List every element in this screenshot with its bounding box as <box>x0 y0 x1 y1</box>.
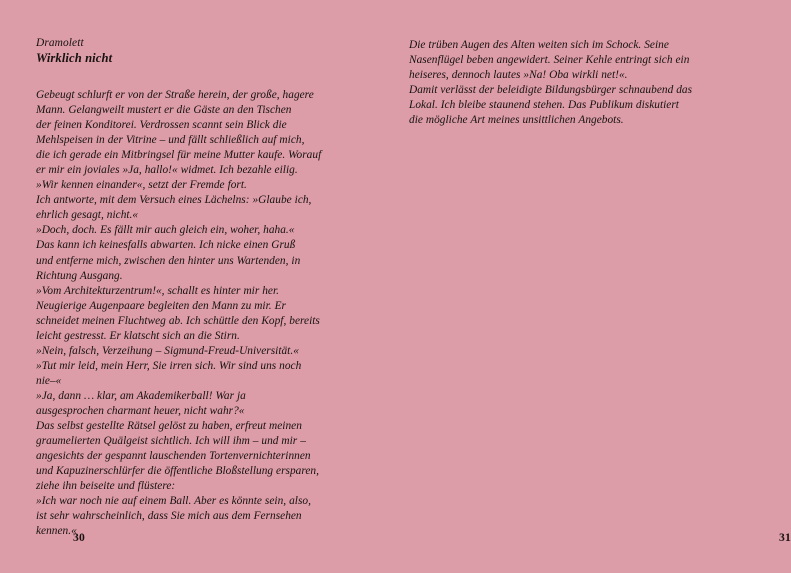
left-page-body <box>36 88 344 539</box>
text-line: Nasenflügel beben angewidert. Seiner Kehle entringt sich ein <box>409 54 690 67</box>
text-line: Mehlspeisen in der Vitrine – und fällt schließlich auf mich, <box>36 134 305 147</box>
text-line: ehrlich gesagt, nicht.« <box>36 209 139 222</box>
text-line: Lokal. Ich bleibe staunend stehen. Das Publikum diskutiert <box>409 99 679 112</box>
text-line: leicht gestresst. Er klatscht sich an die Stirn. <box>36 329 240 342</box>
text-line: und Kapuzinerschlürfer die öffentliche Bloßstellung ersparen, <box>36 465 319 478</box>
text-line: er mir ein joviales »Ja, hallo!« widmet. Ich bezahle eilig. <box>36 164 298 177</box>
text-line: Damit verlässt der beleidigte Bildungsbürger schnaubend das <box>409 84 693 97</box>
text-line: »Ja, dann … klar, am Akademikerball! War ja <box>36 389 246 402</box>
folio-right: 31 <box>779 531 791 544</box>
text-line: Mann. Gelangweilt mustert er die Gäste an den Tischen <box>36 104 292 117</box>
text-line: graumelierten Quälgeist sichtlich. Ich will ihm – und mir – <box>36 435 306 448</box>
text-line: Das kann ich keinesfalls abwarten. Ich nicke einen Gruß <box>36 239 296 252</box>
text-line: kennen.« <box>36 525 77 538</box>
text-line: Die trüben Augen des Alten weiten sich im Schock. Seine <box>409 39 669 51</box>
text-line: ist sehr wahrscheinlich, dass Sie mich aus dem Fernsehen <box>36 510 302 523</box>
text-line: Das selbst gestellte Rätsel gelöst zu haben, erfreut meinen <box>36 420 302 433</box>
text-line: »Wir kennen einander«, setzt der Fremde fort. <box>36 179 247 192</box>
text-line: Gebeugt schlurft er von der Straße herein, der große, hagere <box>36 89 314 101</box>
text-line: und entferne mich, zwischen den hinter uns Wartenden, in <box>36 254 301 267</box>
text-line: »Tut mir leid, mein Herr, Sie irren sich. Wir sind uns noch <box>36 359 302 372</box>
page-right <box>360 0 791 573</box>
chapter-heading <box>36 36 344 66</box>
text-line: schneidet meinen Fluchtweg ab. Ich schüttle den Kopf, bereits <box>36 314 320 327</box>
text-line: ziehe ihn beiseite und flüstere: <box>36 480 176 493</box>
text-line: der feinen Konditorei. Verdrossen scannt sein Blick die <box>36 119 287 132</box>
text-line: ausgesprochen charmant heuer, nicht wahr?« <box>36 404 245 417</box>
text-line: heiseres, dennoch lautes »Na! Oba wirkli net!«. <box>409 69 628 82</box>
text-line: »Nein, falsch, Verzeihung – Sigmund-Freud-Universität.« <box>36 344 299 357</box>
text-line: Richtung Ausgang. <box>36 269 123 282</box>
chapter-title: Wirklich nicht <box>36 51 113 65</box>
text-line: »Vom Architekturzentrum!«, schallt es hinter mir her. <box>36 284 280 297</box>
text-line: »Doch, doch. Es fällt mir auch gleich ein, woher, haha.« <box>36 224 295 237</box>
text-line: Neugierige Augenpaare begleiten den Mann zu mir. Er <box>36 299 286 312</box>
text-line: die ich gerade ein Mitbringsel für meine Mutter kaufe. Worauf <box>36 149 322 162</box>
text-line: die mögliche Art meines unsittlichen Angebots. <box>409 114 624 127</box>
text-line: Ich antworte, mit dem Versuch eines Lächelns: »Glaube ich, <box>36 194 312 207</box>
chapter-kicker: Dramolett <box>36 37 84 49</box>
right-page-body <box>409 38 706 128</box>
text-line: »Ich war noch nie auf einem Ball. Aber es könnte sein, also, <box>36 495 311 508</box>
text-line: angesichts der gespannt lauschenden Tortenvernichterinnen <box>36 450 311 463</box>
text-line: nie–« <box>36 374 62 387</box>
page-left <box>0 0 360 573</box>
folio-left: 30 <box>73 531 85 544</box>
